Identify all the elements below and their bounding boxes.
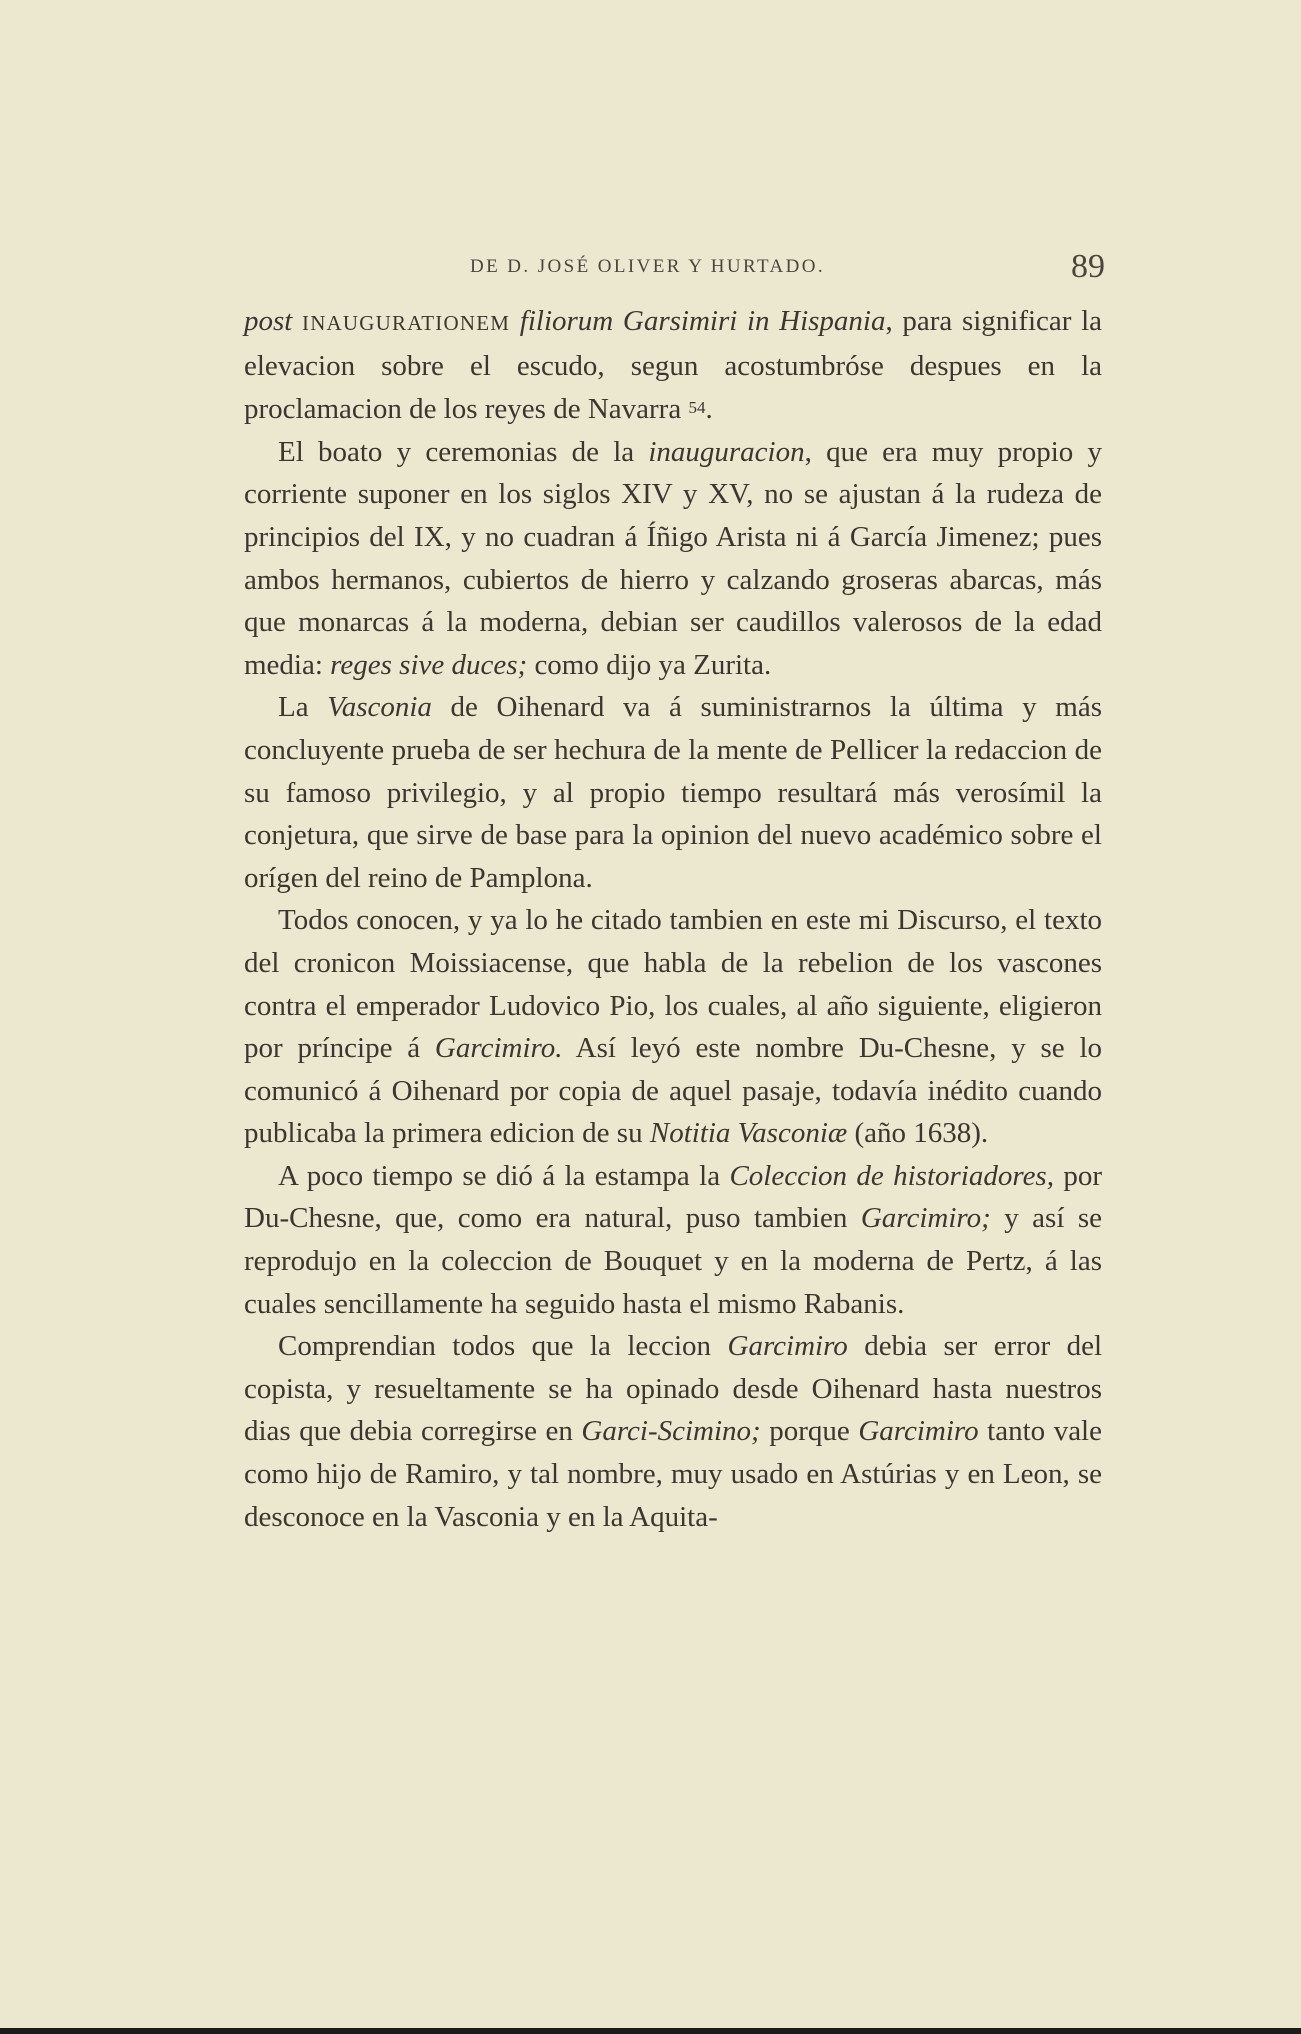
text-run: como dijo ya Zurita. bbox=[527, 648, 772, 681]
scan-edge bbox=[0, 2028, 1301, 2034]
italic-text: filiorum Garsimiri in Hispania bbox=[519, 305, 886, 337]
text-run: debia ser error del copista, y resueltamente se ha opinado desde Oihenard hasta nuestros dias que debia corregirse en bbox=[244, 1330, 1102, 1448]
italic-text: Garcimiro. bbox=[434, 1032, 563, 1065]
text-run: La bbox=[278, 691, 328, 724]
italic-text: Garcimiro bbox=[727, 1330, 848, 1363]
text-run: , que era muy propio y corriente suponer en los siglos XIV y XV, no se ajustan á la rudeza de principios del IX, y no cuadran á Íñigo Arista ni á García Jimenez; pues ambos hermanos, cubiertos de hierro y calzando groseras abarcas, más que monarcas á la moderna, debian ser caudillos valerosos de la edad media: bbox=[244, 435, 1102, 681]
italic-text: Garci-Scimino; bbox=[581, 1415, 761, 1448]
text-run: porque bbox=[760, 1415, 859, 1448]
small-caps-text: INAUGURATIONEM bbox=[302, 311, 511, 335]
text-run: (año 1638). bbox=[847, 1117, 989, 1150]
text-run: , para significar la elevacion sobre el escudo, segun acostumbróse despues en la proclamacion de los reyes de Navarra bbox=[244, 305, 1103, 426]
text-run: Así leyó este nombre Du-Chesne, y se lo comunicó á Oihenard por copia de aquel pasaje, todavía inédito cuando publicaba la primera edicion de su bbox=[244, 1032, 1102, 1150]
text-run: A poco tiempo se dió á la estampa la bbox=[278, 1159, 730, 1192]
body-text bbox=[244, 300, 1102, 1538]
paragraph-3 bbox=[244, 686, 1102, 899]
italic-text: inauguracion bbox=[648, 435, 805, 468]
page-number: 89 bbox=[1071, 248, 1105, 285]
running-head: DE D. JOSÉ OLIVER Y HURTADO. bbox=[470, 256, 825, 277]
paragraph-5 bbox=[244, 1155, 1102, 1325]
text-run: . bbox=[705, 393, 713, 426]
paragraph-2 bbox=[244, 431, 1102, 687]
italic-text: Notitia Vasconiæ bbox=[649, 1117, 848, 1150]
paragraph-4 bbox=[244, 899, 1102, 1155]
footnote-marker: 54 bbox=[688, 398, 706, 418]
italic-text: Garcimiro bbox=[858, 1415, 979, 1448]
text-run: por Du-Chesne, que, como era natural, puso tambien bbox=[244, 1159, 1102, 1235]
text-run: Comprendian todos que la leccion bbox=[278, 1330, 728, 1363]
italic-text: post bbox=[244, 305, 293, 337]
italic-text: reges sive duces; bbox=[330, 648, 528, 681]
text-run: tanto vale como hijo de Ramiro, y tal nombre, muy usado en Astúrias y en Leon, se desconoce en la Vasconia y en la Aquita- bbox=[244, 1415, 1102, 1533]
italic-text: Vasconia bbox=[327, 691, 432, 724]
italic-text: Garcimiro; bbox=[860, 1202, 991, 1235]
text-run: de Oihenard va á suministrarnos la última y más concluyente prueba de ser hechura de la mente de Pellicer la redaccion de su famoso privilegio, y al propio tiempo resultará más verosímil la conjetura, que sirve de base para la opinion del nuevo académico sobre el orígen del reino de Pamplona. bbox=[244, 691, 1102, 894]
italic-text: Coleccion de historiadores, bbox=[729, 1159, 1054, 1192]
text-run: Todos conocen, y ya lo he citado tambien en este mi Discurso, el texto del cronicon Moissiacense, que habla de la rebelion de los vascones contra el emperador Ludovico Pio, los cuales, al año siguiente, eligieron por príncipe á bbox=[244, 904, 1102, 1065]
paragraph-1 bbox=[244, 300, 1102, 431]
paragraph-6 bbox=[244, 1325, 1102, 1538]
text-run: El boato y ceremonias de la bbox=[278, 435, 649, 468]
text-run: y así se reprodujo en la coleccion de Bouquet y en la moderna de Pertz, á las cuales sencillamente ha seguido hasta el mismo Rabanis. bbox=[244, 1202, 1102, 1320]
